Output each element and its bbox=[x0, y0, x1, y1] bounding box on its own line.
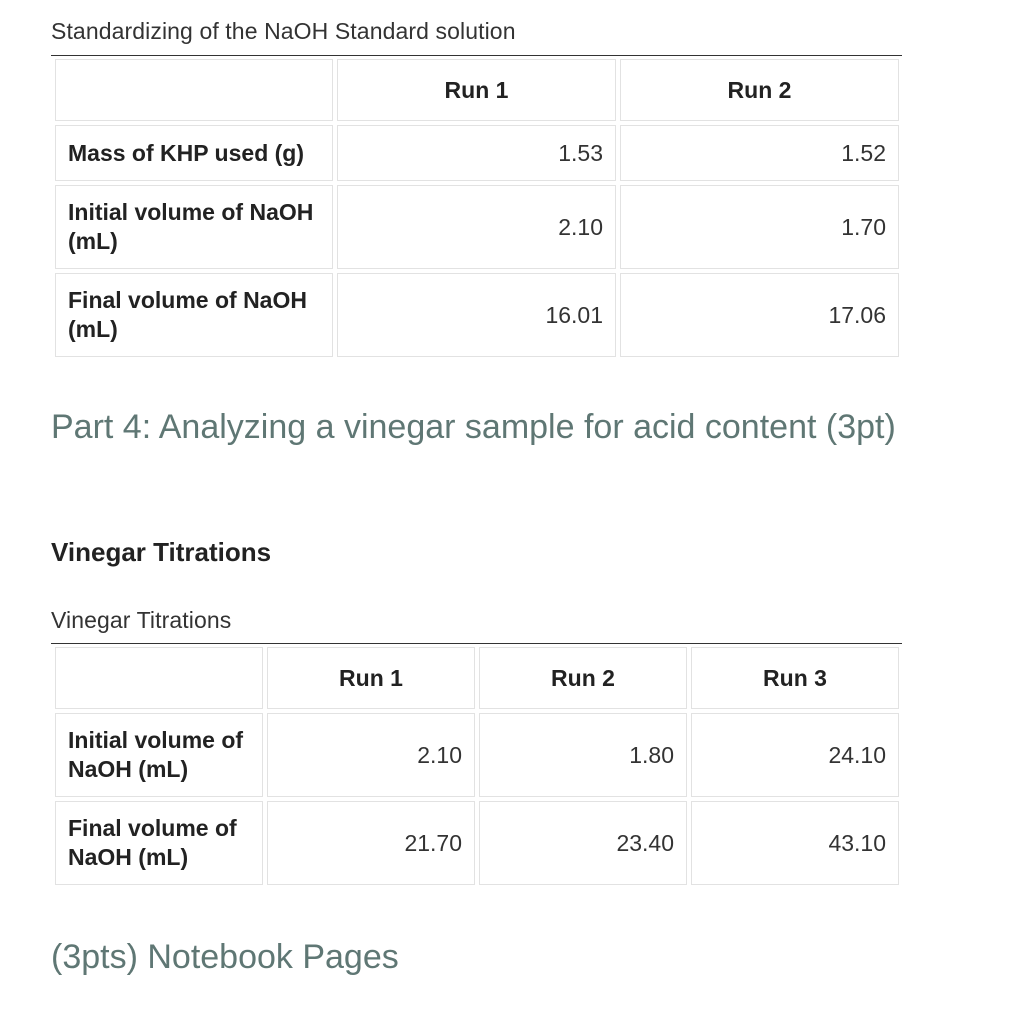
table-header-cell: Run 1 bbox=[267, 647, 475, 709]
table-cell: 43.10 bbox=[691, 801, 899, 885]
row-label: Final volume of NaOH (mL) bbox=[55, 801, 263, 885]
table-row bbox=[55, 713, 899, 797]
table-row bbox=[55, 801, 899, 885]
standardization-table bbox=[51, 55, 903, 361]
vinegar-titrations-table bbox=[51, 643, 903, 889]
table-row bbox=[55, 273, 899, 357]
row-label: Initial volume of NaOH (mL) bbox=[55, 185, 333, 269]
table-header-row bbox=[55, 647, 899, 709]
table-cell: 24.10 bbox=[691, 713, 899, 797]
table-cell: 23.40 bbox=[479, 801, 687, 885]
row-label: Initial volume of NaOH (mL) bbox=[55, 713, 263, 797]
table-row bbox=[55, 185, 899, 269]
row-label: Mass of KHP used (g) bbox=[55, 125, 333, 181]
table-header-cell: Run 2 bbox=[620, 59, 899, 121]
vinegar-titrations-heading: Vinegar Titrations bbox=[51, 537, 272, 567]
table-header-cell: Run 1 bbox=[337, 59, 616, 121]
table-cell: 1.70 bbox=[620, 185, 899, 269]
table-cell: 16.01 bbox=[337, 273, 616, 357]
table2-caption: Vinegar Titrations bbox=[51, 607, 232, 633]
table-header-cell: Run 3 bbox=[691, 647, 899, 709]
table-header-cell: Run 2 bbox=[479, 647, 687, 709]
table-header-cell bbox=[55, 59, 333, 121]
table-row bbox=[55, 125, 899, 181]
table-cell: 2.10 bbox=[337, 185, 616, 269]
table-cell: 21.70 bbox=[267, 801, 475, 885]
table-header-row bbox=[55, 59, 899, 121]
table-cell: 17.06 bbox=[620, 273, 899, 357]
table-cell: 1.80 bbox=[479, 713, 687, 797]
row-label: Final volume of NaOH (mL) bbox=[55, 273, 333, 357]
table1-caption: Standardizing of the NaOH Standard solution bbox=[51, 18, 516, 44]
part4-heading: Part 4: Analyzing a vinegar sample for acid content (3pt) bbox=[51, 408, 896, 446]
table-header-cell bbox=[55, 647, 263, 709]
notebook-heading: (3pts) Notebook Pages bbox=[51, 938, 399, 976]
table-cell: 1.52 bbox=[620, 125, 899, 181]
table-cell: 1.53 bbox=[337, 125, 616, 181]
table-cell: 2.10 bbox=[267, 713, 475, 797]
